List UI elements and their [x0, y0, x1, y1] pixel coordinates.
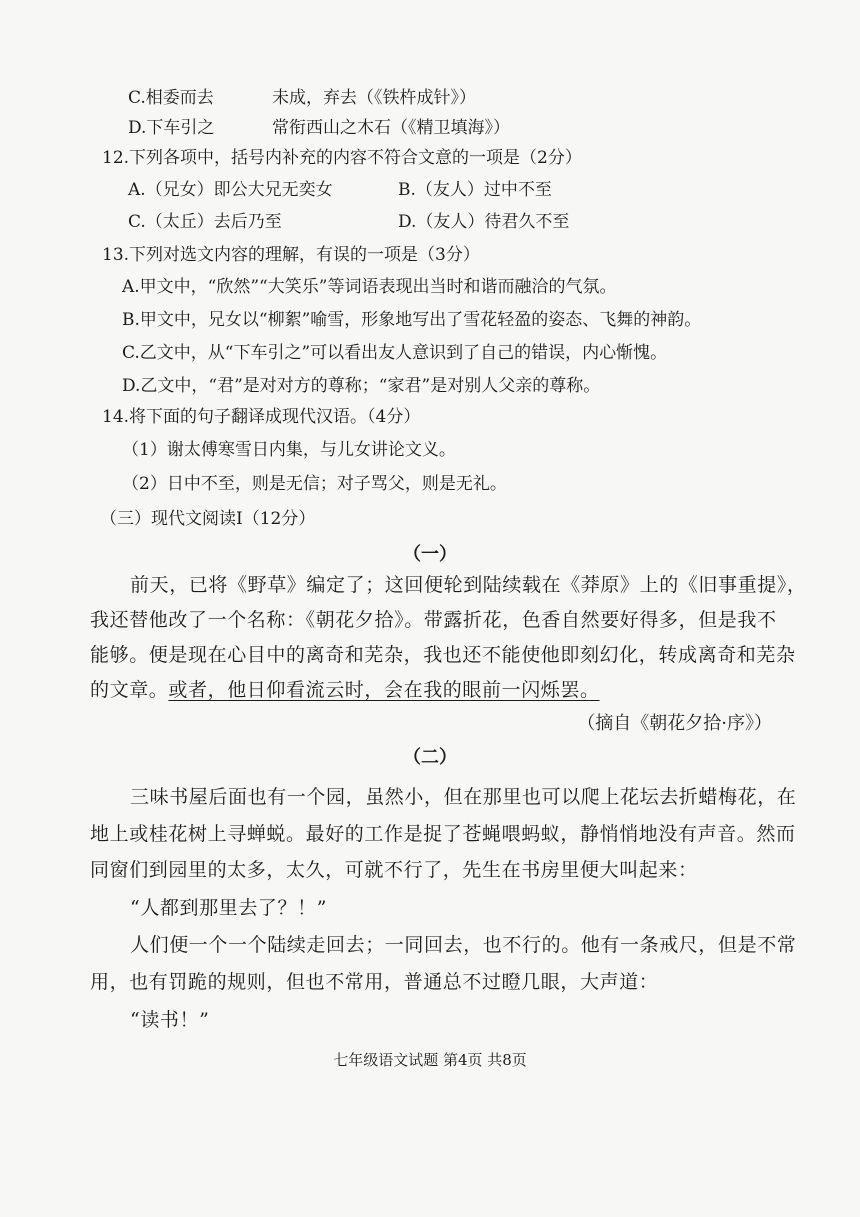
passage-1-line-4-plain: 的文章。 — [90, 679, 169, 701]
passage-2-line-3: 同窗们到园里的太多，太久，可就不行了，先生在书房里便大叫起来： — [90, 859, 698, 881]
section-3-heading: （三）现代文阅读Ⅰ（12分） — [100, 509, 316, 529]
q12-stem: 12.下列各项中，括号内补充的内容不符合文意的一项是（2分） — [102, 148, 582, 168]
passage-1-line-3: 能够。便是现在心目中的离奇和芜杂，我也还不能使他即刻幻化，转成离奇和芜杂 — [90, 644, 796, 666]
q11-option-d-right: 常衔西山之木石（《精卫填海》） — [272, 118, 510, 138]
passage-1-source: （摘自《朝花夕拾·序》） — [577, 713, 772, 734]
q12-option-d: D.（友人）待君久不至 — [398, 212, 570, 232]
passage-1-line-2: 我还替他改了一个名称：《朝花夕拾》。带露折花，色香自然要好得多，但是我不 — [90, 609, 777, 631]
passage-1-underlined-sentence: 或者，他日仰看流云时，会在我的眼前一闪烁罢。 — [168, 679, 600, 701]
passage-1-line-4 — [90, 678, 600, 702]
passage-2-line-6: 用，也有罚跪的规则，但也不常用，普通总不过瞪几眼，大声道： — [90, 971, 659, 993]
q12-option-c: C.（太丘）去后乃至 — [128, 212, 282, 232]
passage-2-line-7: “读书！” — [130, 1009, 210, 1031]
q13-option-d: D.乙文中，“君”是对对方的尊称；“家君”是对别人父亲的尊称。 — [122, 376, 601, 396]
q13-stem: 13.下列对选文内容的理解，有误的一项是（3分） — [102, 245, 480, 265]
passage-2-line-2: 地上或桂花树上寻蝉蜕。最好的工作是捉了苍蝇喂蚂蚁，静悄悄地没有声音。然而 — [90, 823, 796, 845]
q12-option-a: A.（兄女）即公大兄无奕女 — [128, 180, 333, 200]
q11-option-d-left: D.下车引之 — [128, 118, 215, 138]
page-footer: 七年级语文试题 第4页 共8页 — [333, 1051, 527, 1069]
passage-1-line-1: 前天，已将《野草》编定了；这回便轮到陆续载在《莽原》上的《旧事重提》， — [130, 574, 807, 596]
passage-2-line-4: “人都到那里去了？！” — [130, 897, 328, 919]
q14-sentence-1: （1）谢太傅寒雪日内集，与儿女讲论文义。 — [122, 440, 456, 460]
q13-option-b: B.甲文中，兄女以“柳絮”喻雪，形象地写出了雪花轻盈的姿态、飞舞的神韵。 — [122, 310, 702, 330]
q13-option-a: A.甲文中，“欣然”“大笑乐”等词语表现出当时和谐而融洽的气氛。 — [122, 277, 617, 297]
q11-option-c-right: 未成，弃去（《铁杵成针》） — [272, 88, 476, 108]
passage-2-line-5: 人们便一个一个陆续走回去；一同回去，也不行的。他有一条戒尺，但是不常 — [130, 934, 797, 956]
passage-2-label: （二） — [403, 747, 457, 768]
q13-option-c: C.乙文中，从“下车引之”可以看出友人意识到了自己的错误，内心惭愧。 — [122, 343, 668, 363]
passage-2-line-1: 三味书屋后面也有一个园，虽然小，但在那里也可以爬上花坛去折蜡梅花，在 — [130, 786, 797, 808]
q11-option-c-left: C.相委而去 — [128, 88, 214, 108]
q14-stem: 14.将下面的句子翻译成现代汉语。（4分） — [102, 407, 421, 427]
q14-sentence-2: （2）日中不至，则是无信；对子骂父，则是无礼。 — [122, 474, 507, 494]
passage-1-label: （一） — [403, 544, 457, 565]
q12-option-b: B.（友人）过中不至 — [398, 180, 552, 200]
